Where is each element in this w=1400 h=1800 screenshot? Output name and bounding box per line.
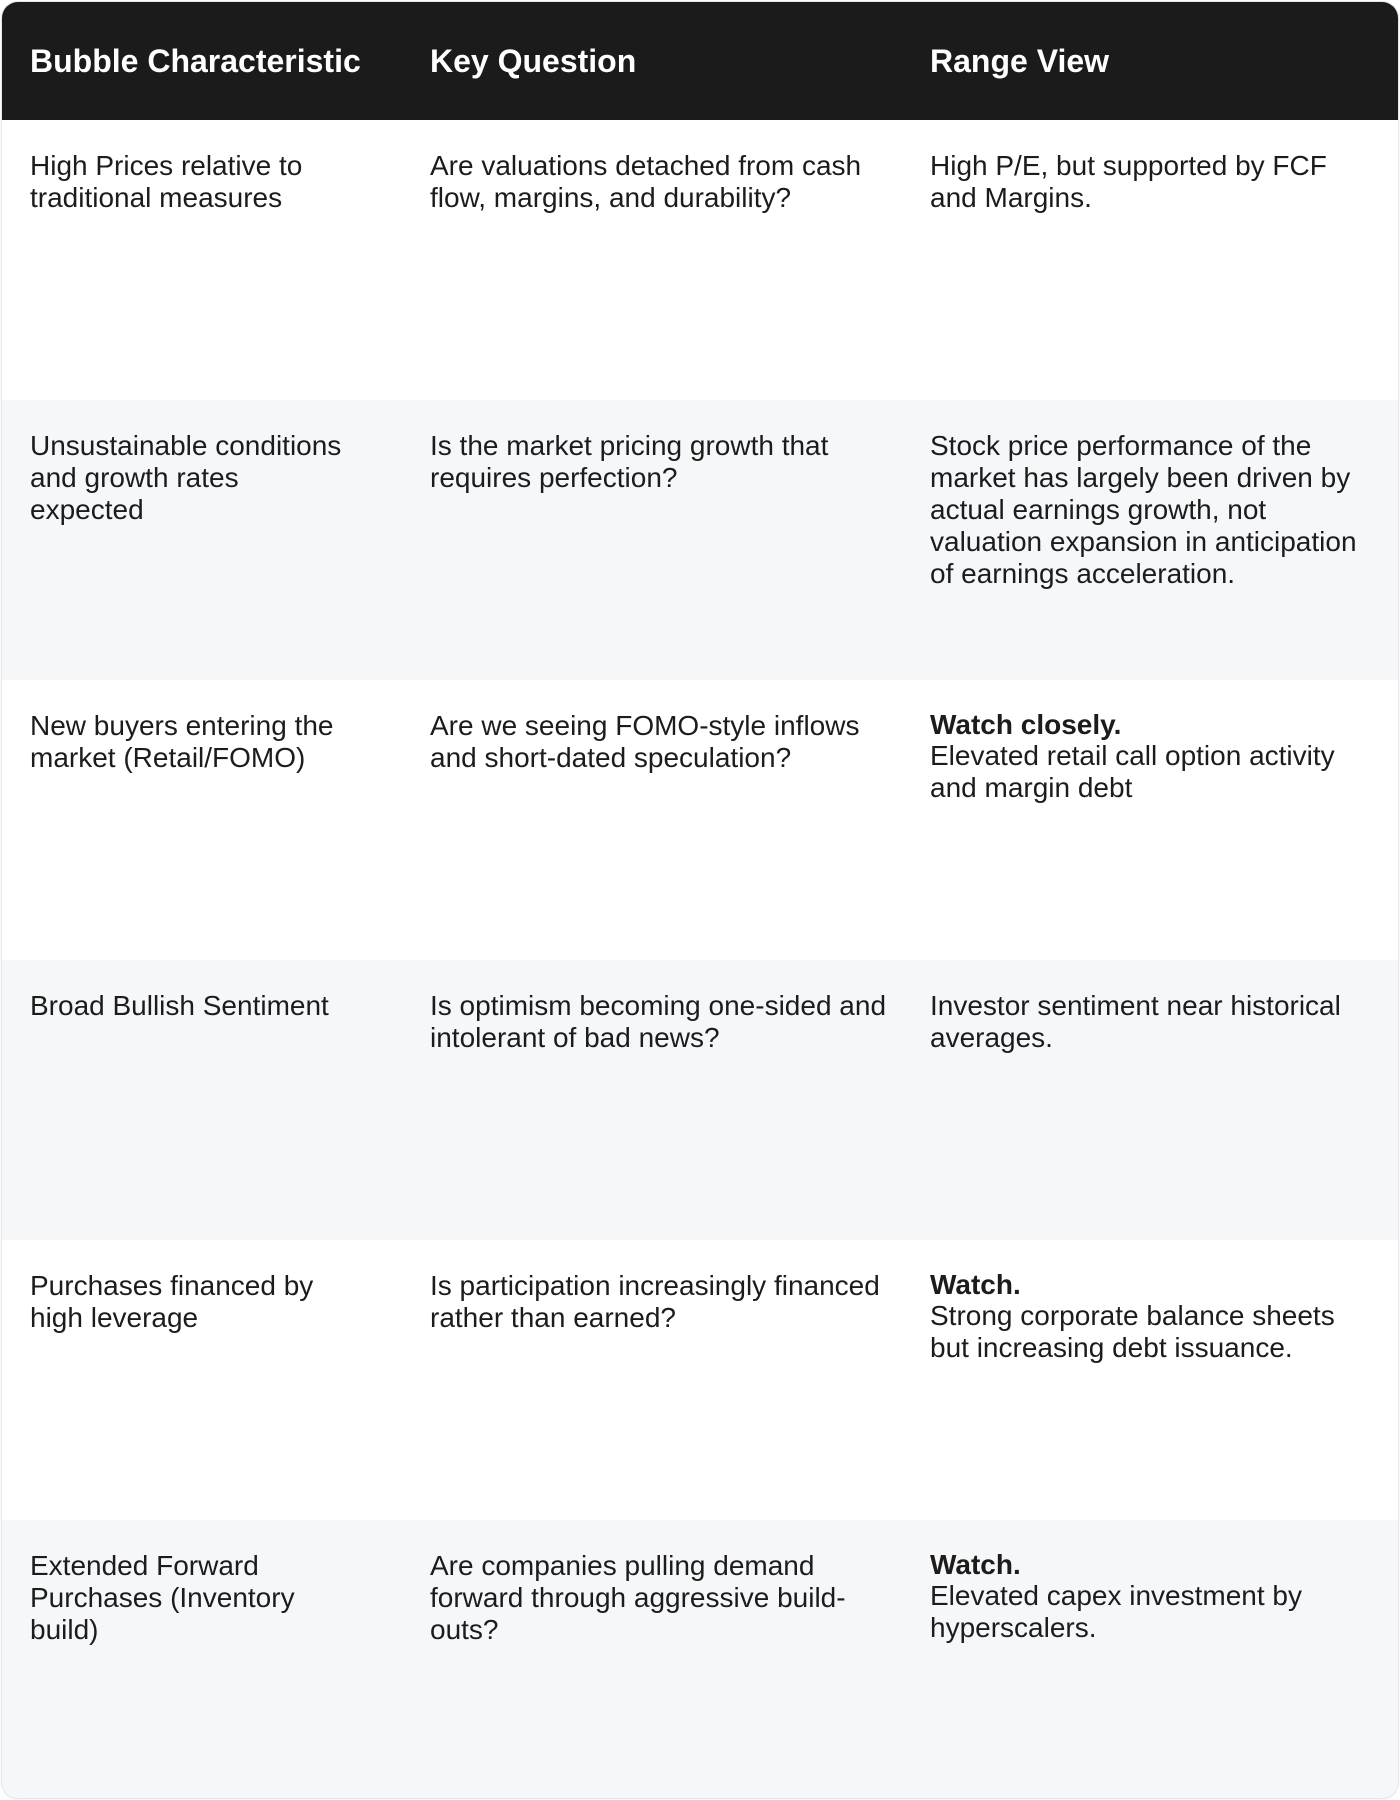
view-text: Stock price performance of the market has largely been driven by actual earnings growth, not valuation expansion in anticipation of earnings acceleration. <box>930 430 1357 589</box>
bubble-characteristics-table <box>2 2 1398 1798</box>
view-text: Elevated capex investment by hyperscalers. <box>930 1580 1302 1643</box>
characteristic-cell: High Prices relative to traditional measures <box>30 150 303 213</box>
table-row <box>2 960 1398 1240</box>
table-row <box>2 680 1398 960</box>
question-cell: Is participation increasingly financed rather than earned? <box>430 1270 880 1333</box>
view-emphasis: Watch. <box>930 1269 1021 1300</box>
characteristic-cell: Extended Forward Purchases (Inventory build) <box>30 1550 295 1645</box>
view-text: High P/E, but supported by FCF and Margins. <box>930 150 1327 213</box>
view-text: Strong corporate balance sheets but increasing debt issuance. <box>930 1300 1335 1363</box>
question-cell: Is the market pricing growth that requires perfection? <box>430 430 829 493</box>
view-cell <box>902 400 1398 680</box>
header-bubble-characteristic: Bubble Characteristic <box>30 43 361 79</box>
view-cell <box>902 960 1398 1240</box>
table-header-row <box>2 2 1398 120</box>
view-cell <box>902 1240 1398 1520</box>
characteristic-cell: Broad Bullish Sentiment <box>30 990 329 1021</box>
view-cell <box>902 1520 1398 1798</box>
table-row <box>2 400 1398 680</box>
header-key-question: Key Question <box>430 43 637 79</box>
question-cell: Are valuations detached from cash flow, margins, and durability? <box>430 150 862 213</box>
view-emphasis: Watch. <box>930 1549 1021 1580</box>
table-row <box>2 1520 1398 1798</box>
view-cell <box>902 120 1398 400</box>
characteristic-cell: New buyers entering the market (Retail/FOMO) <box>30 710 334 773</box>
question-cell: Are companies pulling demand forward through aggressive build-outs? <box>430 1550 846 1645</box>
table-row <box>2 1240 1398 1520</box>
view-cell <box>902 680 1398 960</box>
view-text: Elevated retail call option activity and margin debt <box>930 740 1335 803</box>
table-row <box>2 120 1398 400</box>
characteristic-cell: Purchases financed by high leverage <box>30 1270 314 1333</box>
question-cell: Is optimism becoming one-sided and intolerant of bad news? <box>430 990 887 1053</box>
view-text: Investor sentiment near historical averages. <box>930 990 1341 1053</box>
header-range-view: Range View <box>930 43 1110 79</box>
question-cell: Are we seeing FOMO-style inflows and short-dated speculation? <box>430 710 860 773</box>
view-emphasis: Watch closely. <box>930 709 1122 740</box>
characteristic-cell: Unsustainable conditions and growth rates expected <box>30 430 342 525</box>
